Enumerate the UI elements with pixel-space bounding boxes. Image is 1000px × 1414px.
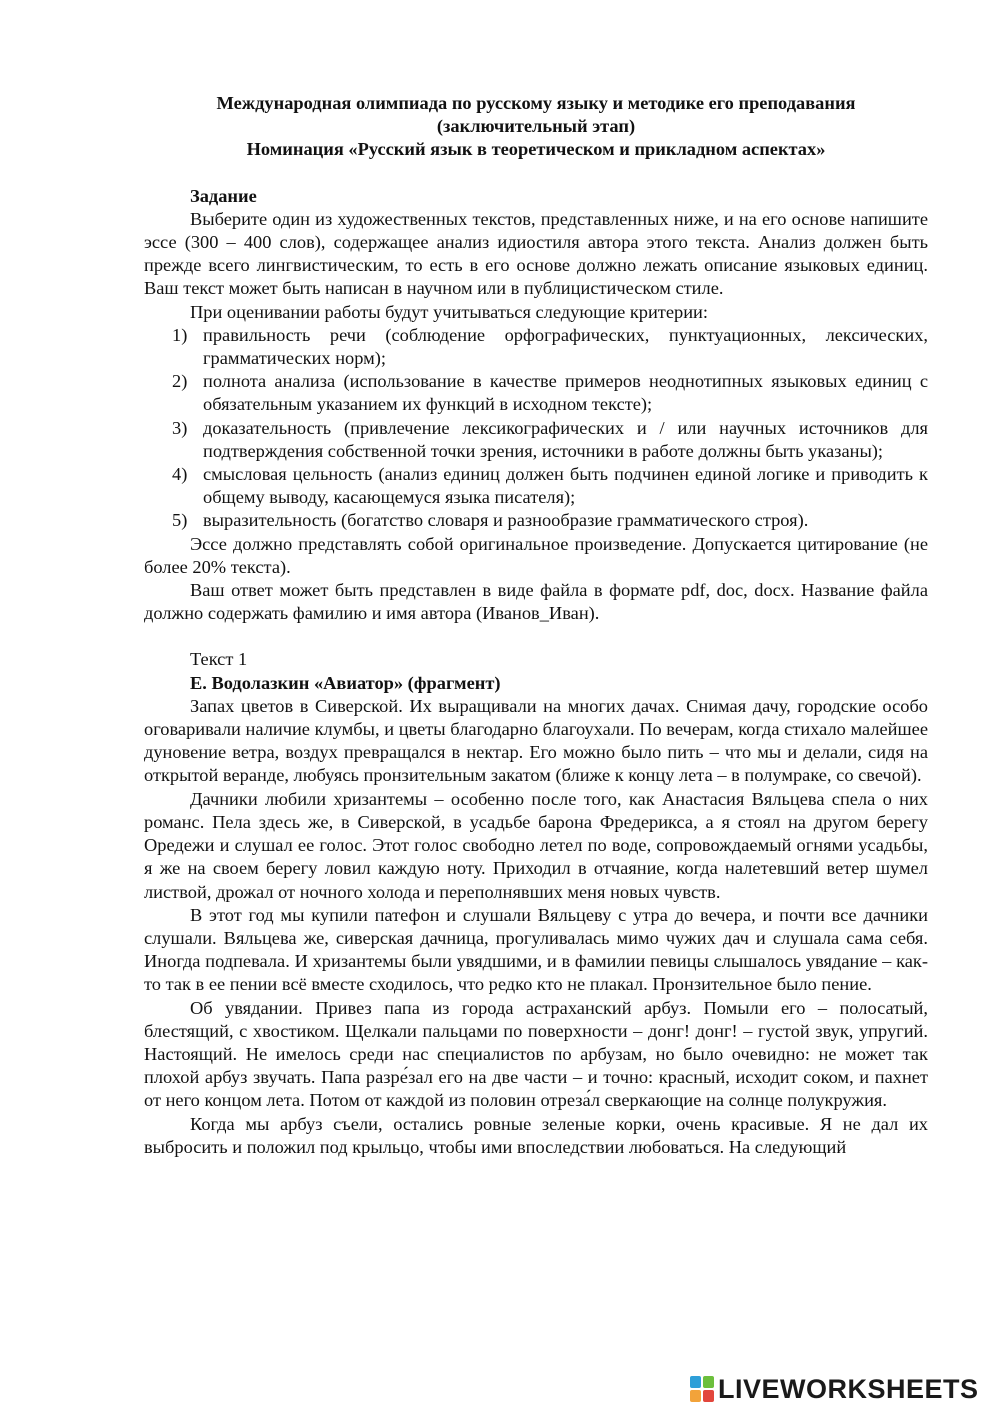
criteria-text: выразительность (богатство словаря и разнообразие грамматического строя). [203,510,809,531]
text1-paragraph: В этот год мы купили патефон и слушали Вяльцеву с утра до вечера, и почти все дачники слушали. Вяльцева же, сиверская дачница, прогуливалась мимо чужих дач и слушала сама себя. Иногда подпевала. И хризантемы были увядшими, и в фамилии певицы слышалось увядание – как-то так в ее пении всё вместе сходилось, что редко кто не плакал. Пронзительное было пение. [144,904,928,995]
essay-note: Эссе должно представлять собой оригинальное произведение. Допускается цитирование (не более 20% текста). [144,533,928,577]
criteria-list [144,324,928,533]
liveworksheets-logo [690,1374,979,1404]
text1-title: Е. Водолазкин «Авиатор» (фрагмент) [190,672,501,693]
text1-paragraph: Когда мы арбуз съели, остались ровные зеленые корки, очень красивые. Я не дал их выбросить и положил под крыльцо, чтобы ими впоследствии любоваться. На следующий [144,1113,928,1157]
criteria-item [144,370,928,416]
text1-label: Текст 1 [190,649,248,670]
text1-paragraph: Дачники любили хризантемы – особенно после того, как Анастасия Вяльцева спела о них романс. Пела здесь же, в Сиверской, в усадьбе барона Фредерикса, а я стоял на другом берегу Оредежи и слушал ее голос. Этот голос свободно летел по воде, сопровождаемый огнями усадьбы, я же на своем берегу ловил каждую ноту. Приходил в отчаяние, когда налетевший ветер шумел листвой, дрожал от ночного холода и переполнявших меня новых чувств. [144,788,928,902]
nomination-title: Номинация «Русский язык в теоретическом и прикладном аспектах» [246,139,826,160]
criteria-text: доказательность (привлечение лексикографических и / или научных источников для подтверждения собственной точки зрения, источники в работе должны быть указаны); [203,417,928,461]
criteria-item [144,417,928,463]
criteria-text: смысловая цельность (анализ единиц должен быть подчинен единой логике и приводить к общему выводу, касающемуся языка писателя); [203,464,928,508]
olympiad-title: Международная олимпиада по русскому языку и методике его преподавания [216,93,856,113]
task-intro: Выберите один из художественных текстов, представленных ниже, и на его основе напишите эссе (300 – 400 слов), содержащее анализ идиостиля автора этого текста. Анализ должен быть прежде всего лингвистическим, то есть в его основе должно лежать описание языковых единиц. Ваш текст может быть написан в научном или в публицистическом стиле. [144,208,928,299]
criteria-text: полнота анализа (использование в качестве примеров неоднотипных языковых единиц с обязательным указанием их функций в исходном тексте); [203,371,928,415]
criteria-number: 3) [172,417,188,438]
logo-square-red [703,1390,714,1402]
text1-paragraph: Об увядании. Привез папа из города астраханский арбуз. Помыли его – полосатый, блестящий, с хвостиком. Щелкали пальцами по поверхности – донг! донг! – густой звук, упругий. Настоящий. Не имелось среди нас специалистов по арбузам, но было очевидно: не может так плохой арбуз звучать. Папа разре́зал его на две части – и точно: красный, исходит соком, и пахнет от него концом лета. Потом от каждой из половин отреза́л сверкающие на солнце полукружия. [144,997,928,1111]
criteria-item [144,509,928,532]
logo-square-orange [690,1390,701,1402]
criteria-number: 5) [172,510,188,531]
text1-paragraph: Запах цветов в Сиверской. Их выращивали на многих дачах. Снимая дачу, городские особо оговаривали наличие клумбы, и цветы благодарно благоухали. По вечерам, когда стихало малейшее дуновение ветра, воздух превращался в нектар. Его можно было пить – что мы и делали, сидя на открытой веранде, любуясь пронзительным закатом (ближе к концу лета – в полумраке, со свечой). [144,695,928,786]
olympiad-stage: (заключительный этап) [436,116,636,137]
criteria-item [144,463,928,509]
liveworksheets-brand: LIVEWORKSHEETS [718,1373,979,1404]
task-heading: Задание [190,185,257,206]
criteria-number: 1) [172,324,188,345]
criteria-text: правильность речи (соблюдение орфографических, пунктуационных, лексических, грамматических норм); [203,324,928,369]
logo-square-green [703,1376,714,1388]
document-page [144,92,928,1159]
file-note: Ваш ответ может быть представлен в виде файла в формате pdf, doc, docx. Название файла должно содержать фамилию и имя автора (Иванов_Иван). [144,580,928,624]
criteria-number: 4) [172,464,188,485]
logo-square-blue [690,1376,701,1388]
criteria-item [144,324,928,370]
criteria-intro: При оценивании работы будут учитываться следующие критерии: [190,301,708,322]
criteria-number: 2) [172,371,188,392]
liveworksheets-logo-icon [690,1376,714,1402]
